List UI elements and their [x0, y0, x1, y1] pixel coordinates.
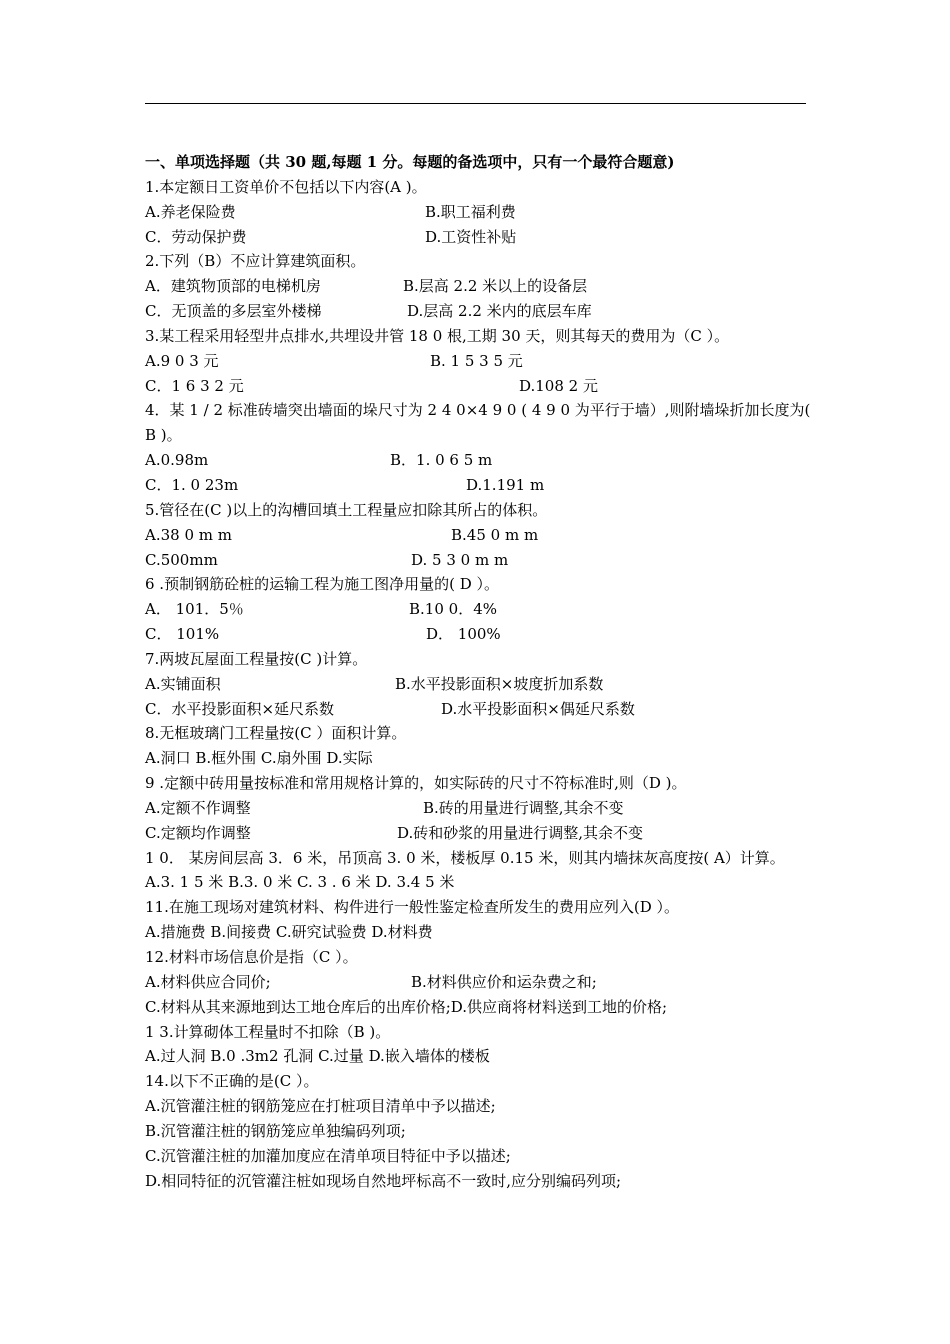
question-stem: 3.某工程采用轻型井点排水,共埋设井管 18 0 根,工期 30 天，则其每天的费用为（C ）。	[145, 326, 730, 345]
option-row	[145, 473, 815, 498]
option-row	[145, 523, 815, 548]
option-line: D.相同特征的沉管灌注桩如现场自然地坪标高不一致时,应分别编码列项;	[145, 1171, 622, 1190]
document-body	[145, 150, 815, 1193]
option: A.实铺面积	[145, 674, 221, 693]
option: C．劳动保护费	[145, 227, 247, 246]
header-rule	[145, 103, 806, 104]
option: D.工资性补贴	[425, 227, 517, 246]
option-row	[145, 970, 815, 995]
option-row: A.洞口 B.框外围 C.扇外围 D.实际	[145, 749, 373, 768]
option: D.108 2 元	[519, 376, 598, 395]
option: C．无顶盖的多层室外楼梯	[145, 302, 322, 321]
option: D.砖和砂浆的用量进行调整,其余不变	[397, 823, 644, 842]
option: C.500mm	[145, 550, 218, 569]
question-stem: 14.以下不正确的是(C ）。	[145, 1072, 319, 1091]
option: B.10 0．4%	[409, 600, 497, 619]
option: C.定额均作调整	[145, 823, 251, 842]
option: B.砖的用量进行调整,其余不变	[423, 798, 624, 817]
option: D.层高 2.2 米内的底层车库	[407, 302, 592, 321]
option-row: A.过人洞 B.0 .3m2 孔洞 C.过量 D.嵌入墙体的楼板	[145, 1047, 490, 1066]
option-row: C.材料从其来源地到达工地仓库后的出库价格;D.供应商将材料送到工地的价格;	[145, 997, 668, 1016]
question-stem: 5.管径在(C )以上的沟槽回填土工程量应扣除其所占的体积。	[145, 500, 548, 519]
question-stem: 9 .定额中砖用量按标准和常用规格计算的，如实际砖的尺寸不符标准时,则（D )。	[145, 774, 687, 793]
question-stem: 11.在施工现场对建筑材料、构件进行一般性鉴定检查所发生的费用应列入(D ）。	[145, 898, 680, 917]
option: A． 101．5％	[145, 600, 244, 619]
option-row: A.措施费 B.间接费 C.研究试验费 D.材料费	[145, 923, 433, 942]
option-row	[145, 597, 815, 622]
question-stem: 1 3.计算砌体工程量时不扣除（B )。	[145, 1022, 391, 1041]
option: A.0.98m	[145, 451, 209, 470]
option: C．1 6 3 2 元	[145, 376, 244, 395]
option-row: A.3. 1 5 米 B.3. 0 米 C. 3 . 6 米 D. 3.4 5 米	[145, 873, 455, 892]
question-stem: 4．某 1 / 2 标准砖墙突出墙面的垛尺寸为 2 4 0×4 9 0 ( 4 9 0 为平行于墙）,则附墙垛折加长度为( B )。	[145, 401, 811, 445]
question-stem: 12.材料市场信息价是指（C ）。	[145, 948, 358, 966]
option: C． 101%	[145, 625, 220, 644]
option-row	[145, 548, 815, 573]
question-stem: 2.下列（B）不应计算建筑面积。	[145, 252, 366, 271]
option: D． 100%	[426, 625, 501, 644]
option-row	[145, 796, 815, 821]
option: A.材料供应合同价;	[145, 972, 271, 991]
option: B.水平投影面积×坡度折加系数	[395, 674, 604, 693]
option-row	[145, 448, 815, 473]
option: C．1. 0 23m	[145, 475, 239, 494]
section-heading: 一、单项选择题（共 30 题,每题 1 分。每题的备选项中，只有一个最符合题意)	[145, 153, 675, 171]
question-stem: 7.两坡瓦屋面工程量按(C )计算。	[145, 649, 368, 668]
option: A.定额不作调整	[145, 798, 251, 817]
option-line: A.沉管灌注桩的钢筋笼应在打桩项目清单中予以描述;	[145, 1097, 496, 1116]
option: C．水平投影面积×延尺系数	[145, 699, 335, 718]
option-row	[145, 821, 815, 846]
option: A.38 0 m m	[145, 525, 232, 544]
option: B.职工福利费	[425, 202, 516, 221]
option: D.1.191 m	[466, 475, 545, 494]
option: D. 5 3 0 m m	[411, 550, 509, 569]
option-row	[145, 622, 815, 647]
question-stem: 1.本定额日工资单价不包括以下内容(A )。	[145, 177, 427, 196]
option: B.材料供应价和运杂费之和;	[411, 972, 597, 991]
option: B.45 0 m m	[451, 525, 539, 544]
option-line: C.沉管灌注桩的加灌加度应在清单项目特征中予以描述;	[145, 1146, 511, 1165]
option-line: B.沉管灌注桩的钢筋笼应单独编码列项;	[145, 1121, 406, 1140]
option: A.养老保险费	[145, 202, 236, 221]
option: B. 1 5 3 5 元	[430, 351, 523, 370]
option: B.层高 2.2 米以上的设备层	[403, 277, 588, 296]
question-stem: 1 0． 某房间层高 3．6 米，吊顶高 3. 0 米，楼板厚 0.15 米，则其内墙抹灰高度按( A）计算。	[145, 848, 785, 867]
option: D.水平投影面积×偶延尺系数	[441, 699, 635, 718]
option-row	[145, 349, 815, 374]
option-row	[145, 672, 815, 697]
option: B．1. 0 6 5 m	[390, 451, 493, 470]
option-row	[145, 374, 815, 399]
option-row	[145, 200, 815, 225]
question-stem: 6 .预制钢筋砼桩的运输工程为施工图净用量的( D ）。	[145, 575, 499, 594]
option-row	[145, 299, 815, 324]
question-stem: 8.无框玻璃门工程量按(C ）面积计算。	[145, 724, 407, 743]
option-row	[145, 274, 815, 299]
option: A.9 0 3 元	[145, 351, 219, 370]
option-row	[145, 225, 815, 250]
option: A．建筑物顶部的电梯机房	[145, 277, 321, 296]
option-row	[145, 697, 815, 722]
